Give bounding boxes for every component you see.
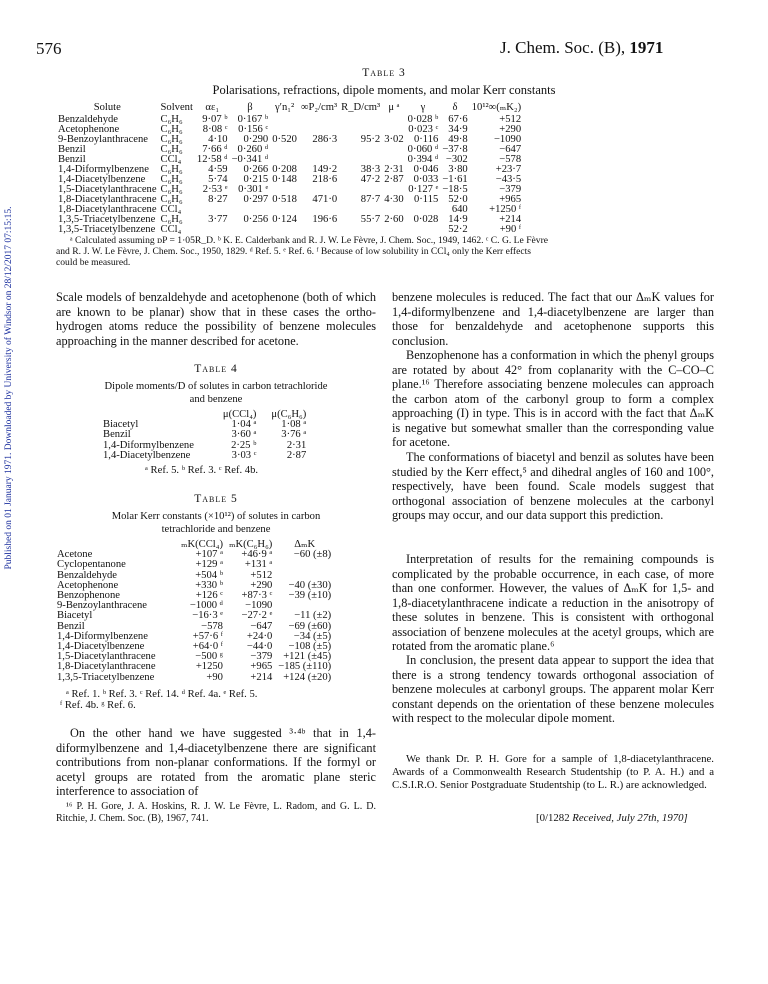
- table3-cell: +965: [499, 194, 522, 205]
- table3-cell: −1090: [493, 134, 522, 145]
- table3-solute-cell: 1,8-Diacetylanthracene: [58, 194, 157, 205]
- table3-cell: −379: [499, 184, 522, 195]
- table5-cell: +965: [250, 661, 273, 673]
- right-paragraph-2: Benzophenone has a conformation in which the phenyl groups are rotated by about 42° from coplanarity with the C–CO–C plane.¹⁶ Therefore associating benzene molecules can approach the carbon atom of the carbonyl group to form a complex approaching (I) in type. This is in accord with the fact that ΔₘK is negative but somewhat smaller than the corresponding value for acetone.: [392, 348, 714, 449]
- table4-solute-cell: 1,4-Diformylbenzene: [103, 439, 194, 451]
- table5-cell: +57·6 ᶠ: [192, 630, 223, 642]
- table3-cell: +214: [499, 214, 522, 225]
- table3-cell: +1250 ᶠ: [489, 204, 522, 215]
- right-paragraph-1: benzene molecules is reduced. The fact that our ΔₘK values for 1,4-diformylbenzene and 1,4-diacetylbenzene are larger than those for benzaldehyde and acetophenone supports this conclusion.: [392, 290, 714, 348]
- table3-cell: 471·0: [312, 194, 338, 205]
- table3-cell: 0·060 ᵈ: [407, 144, 439, 155]
- table5-cell: −185 (±110): [278, 661, 332, 673]
- table5-solute-cell: 9-Benzoylanthracene: [57, 600, 148, 612]
- table4-cell: 2·31: [286, 439, 307, 451]
- table4-solute-cell: Biacetyl: [103, 419, 139, 431]
- table3-caption: Polarisations, refractions, dipole moments, and molar Kerr constants: [212, 83, 556, 97]
- table5-solute-cell: 1,3,5-Triacetylbenzene: [57, 671, 155, 683]
- table5-cell: −44·0: [246, 641, 273, 653]
- table4-caption: [56, 380, 376, 406]
- table5-body: [54, 550, 334, 683]
- table3-cell: [299, 225, 339, 235]
- table3-cell: [299, 115, 339, 125]
- table3-col-header: 10¹²∞(ₘK₂): [471, 102, 522, 113]
- table5-cell: +214: [250, 671, 273, 683]
- table3-cell: C₆H₆: [160, 164, 183, 175]
- table3-cell: 2·60: [384, 214, 404, 225]
- table3-cell: 0·115: [413, 194, 439, 205]
- table3-solute-cell: 1,4-Diformylbenzene: [58, 164, 149, 175]
- table3-cell: 5·74: [208, 174, 228, 185]
- table3-cell: 0·301 ᵉ: [238, 184, 269, 195]
- table5-solute-cell: Benzil: [57, 620, 85, 632]
- table3-cell: 4·30: [384, 194, 404, 205]
- table3-cell: −18·5: [442, 184, 468, 195]
- table3-cell: [230, 225, 271, 235]
- table3-cell: +23·7: [495, 164, 522, 175]
- table3-row: [56, 225, 523, 235]
- table3-cell: −0·341 ᵈ: [231, 154, 269, 165]
- download-watermark-text: Published on 01 January 1971. Downloaded by University of Windsor on 28/12/2017 07:15:15.: [4, 206, 14, 570]
- manuscript-id: [0/1282: [536, 812, 570, 824]
- table5-cell: +87·3 ᶜ: [241, 590, 273, 602]
- table5-cell: +131 ᵃ: [244, 559, 273, 571]
- table3-cell: 49·8: [448, 134, 468, 145]
- table5: [54, 540, 334, 683]
- table4-cell: 1·08 ᵃ: [281, 419, 307, 431]
- table3-col-header: γ′n₁²: [274, 102, 295, 113]
- received-date: Received, July 27th, 1970]: [572, 812, 688, 824]
- table3-cell: +90 ᶠ: [499, 224, 522, 235]
- table5-cell: +1250: [195, 661, 223, 673]
- table5-cell: −11 (±2): [294, 610, 332, 622]
- table5-cell: +129 ᵃ: [195, 559, 223, 571]
- table3-cell: [382, 225, 405, 235]
- table4-cell: 3·76 ᵃ: [281, 429, 307, 441]
- table3-cell: 55·7: [360, 214, 381, 225]
- table5-cell: +512: [250, 569, 273, 581]
- table5-caption: [56, 510, 376, 536]
- table5-cell: +24·0: [246, 630, 273, 642]
- table3-cell: 14·9: [448, 214, 468, 225]
- table3-cell: −37·8: [442, 144, 468, 155]
- table5-notes-line: ᶠ Ref. 4b. ᵍ Ref. 6.: [60, 700, 136, 711]
- table3-cell: 0·260 ᵈ: [237, 144, 269, 155]
- table3-cell: 0·256: [243, 214, 269, 225]
- journal-name: J. Chem. Soc. (B),: [500, 38, 626, 57]
- reference-16: ¹⁶ P. H. Gore, J. A. Hoskins, R. J. W. Le Fèvre, L. Radom, and G. L. D. Ritchie, J. Chem. Soc. (B), 1967, 741.: [56, 801, 376, 824]
- table4-cell: 2·25 ᵇ: [231, 439, 257, 451]
- table3-solute-cell: 9-Benzoylanthracene: [58, 134, 149, 145]
- acknowledgement: We thank Dr. P. H. Gore for a sample of 1,8-diacetylanthracene. Awards of a Commonwealth Research Studentship (to P. A. H.) and a C.S.I.R.O. Senior Postgraduate Studentship (to L. R.) are acknowledged.: [392, 753, 714, 791]
- table3-cell: +512: [499, 114, 522, 125]
- table5-cell: +124 (±20): [283, 671, 332, 683]
- table3-cell: −43·5: [495, 174, 522, 185]
- table3-cell: 0·208: [272, 164, 297, 175]
- download-watermark: [2, 140, 16, 640]
- page-number: 576: [36, 39, 62, 58]
- table3-cell: 0·215: [243, 174, 269, 185]
- table3-label: Table 3: [362, 67, 406, 79]
- table3-col-header: γ: [420, 102, 426, 113]
- table4-row: [100, 420, 309, 430]
- table4-caption-line: Dipole moments/D of solutes in carbon tetrachloride: [104, 381, 328, 392]
- table3-cell: 2·31: [384, 164, 404, 175]
- table5-cell: −647: [250, 620, 273, 632]
- table4-cell: 1·04 ᵃ: [231, 419, 257, 431]
- table5-solute-cell: Acetophenone: [57, 579, 119, 591]
- table3-cell: 3·77: [208, 214, 228, 225]
- table4-solute-cell: 1,4-Diacetylbenzene: [103, 449, 191, 461]
- table3-cell: C₆H₆: [160, 114, 183, 125]
- table3-cell: 52·2: [448, 224, 468, 235]
- table5-cell: +290: [250, 579, 273, 591]
- table3-cell: 8·27: [208, 194, 228, 205]
- right-paragraph-4: Interpretation of results for the remaining compounds is complicated by the probable occurrence, in each case, of more than one conformer. However, the values of ΔₘK for 1,5- and 1,8-diacetylanthracene indicate a reduction in the anisotropy of these solutes in benzene. This is consistent with orthogonal association of benzene molecules at the acetyl groups, which are rotated from the aromatic plane.⁶: [392, 552, 714, 653]
- table3-cell: 0·266: [243, 164, 269, 175]
- table3-cell: −302: [445, 154, 468, 165]
- table3-col-header: δ: [452, 102, 458, 113]
- table4-cell: 2·87: [286, 449, 307, 461]
- table3-cell: 3·80: [448, 164, 468, 175]
- table3-cell: 4·59: [208, 164, 228, 175]
- table3-cell: 0·046: [413, 164, 439, 175]
- table5-cell: −34 (±5): [293, 630, 332, 642]
- table3-solute-cell: 1,4-Diacetylbenzene: [58, 174, 146, 185]
- table5-cell: −108 (±5): [288, 641, 332, 653]
- table5-solute-cell: 1,4-Diformylbenzene: [57, 630, 148, 642]
- table3-cell: 0·023 ᶜ: [408, 124, 439, 135]
- table3-footnote-line: and R. J. W. Le Fèvre, J. Chem. Soc., 1950, 1829. ᵈ Ref. 5. ᵉ Ref. 6. ᶠ Because of low solubility in CCl₄ only the Kerr effects: [56, 246, 532, 257]
- table4-caption-line: and benzene: [189, 394, 243, 405]
- table3-cell: −578: [499, 154, 522, 165]
- table3-cell: −1·61: [442, 174, 468, 185]
- table5-solute-cell: Benzaldehyde: [57, 569, 118, 581]
- table3-cell: C₆H₆: [160, 214, 183, 225]
- table3-footnotes: [56, 235, 720, 268]
- table5-solute-cell: Cyclopentanone: [57, 559, 126, 571]
- table5-col-header: ΔₘK: [294, 539, 316, 550]
- table5-cell: −578: [201, 620, 223, 632]
- table5-solute-cell: Biacetyl: [57, 610, 93, 622]
- table4-solute-cell: Benzil: [103, 429, 131, 441]
- table3-cell: 38·3: [360, 164, 381, 175]
- table5-cell: −500 ᵍ: [195, 651, 223, 663]
- table3-cell: 0·290: [243, 134, 269, 145]
- table3-col-header: Solute: [93, 102, 121, 113]
- table3-cell: C₆H₆: [160, 184, 183, 195]
- table3-solute-cell: Acetophenone: [58, 124, 120, 135]
- table3-cell: 47·2: [360, 174, 381, 185]
- table5-cell: +121 (±45): [283, 651, 332, 663]
- table5-cell: −1000 ᵈ: [189, 600, 223, 612]
- table5-cell: −1090: [245, 600, 273, 612]
- table5-label: Table 5: [194, 493, 238, 505]
- journal-header: [500, 38, 663, 58]
- received-note: [536, 812, 688, 825]
- table3-cell: 2·53 ᵉ: [202, 184, 228, 195]
- table3-cell: 149·2: [312, 164, 338, 175]
- table5-caption-line: tetrachloride and benzene: [161, 524, 271, 535]
- table3-cell: CCl₄: [160, 224, 182, 235]
- table3-footnote-line: could be measured.: [56, 257, 131, 268]
- table3-solute-cell: 1,3,5-Triacetylbenzene: [58, 224, 156, 235]
- table3-cell: C₆H₆: [160, 144, 183, 155]
- table4-label: Table 4: [194, 363, 238, 375]
- table5-notes: [60, 689, 372, 711]
- table5-cell: −39 (±10): [288, 590, 332, 602]
- table3-cell: [339, 145, 382, 155]
- table3-col-header: R_D/cm³: [341, 102, 381, 113]
- table3-cell: C₆H₆: [160, 134, 183, 145]
- table5-caption-line: Molar Kerr constants (×10¹²) of solutes in carbon: [111, 511, 321, 522]
- table5-cell: −60 (±8): [293, 549, 332, 561]
- table5-solute-cell: Benzophenone: [57, 590, 120, 602]
- table3-cell: [270, 115, 299, 125]
- table5-cell: +64·0 ᶠ: [192, 641, 223, 653]
- table3-cell: 286·3: [312, 134, 338, 145]
- table4-cell: 3·03 ᶜ: [231, 449, 257, 461]
- table3-cell: 7·66 ᵈ: [202, 144, 228, 155]
- table3-cell: 0·520: [272, 134, 297, 145]
- table4-row: [100, 451, 309, 461]
- right-paragraph-5: In conclusion, the present data appear to support the idea that there is a strong tendency towards orthogonal association of benzene molecules at carbonyl groups. The apparent molar Kerr constant depends on the orientation of these benzene molecules with respect to the molecular dipole moment.: [392, 653, 714, 725]
- table3-cell: [382, 115, 405, 125]
- table3-cell: 0·394 ᵈ: [407, 154, 439, 165]
- table3-solute-cell: Benzil: [58, 154, 86, 165]
- table3-col-header: μ ᵃ: [388, 102, 400, 113]
- table5-cell: −27·2 ᵉ: [241, 610, 273, 622]
- table3-cell: CCl₄: [160, 154, 182, 165]
- table3-cell: [270, 225, 299, 235]
- table3-solute-cell: 1,5-Diacetylanthracene: [58, 184, 157, 195]
- table5-cell: −40 (±30): [288, 579, 332, 591]
- table3-cell: 12·58 ᵈ: [196, 154, 228, 165]
- table3-solute-cell: Benzil: [58, 144, 86, 155]
- table5-cell: +107 ᵃ: [195, 549, 223, 561]
- table3-footnote-line: ᵃ Calculated assuming ᴅP = 1·05R_D. ᵇ K. E. Calderbank and R. J. W. Le Fèvre, J. Chem. Soc., 1949, 1462. ᶜ C. G. Le Fèvre: [70, 235, 549, 246]
- table3-cell: 0·124: [272, 214, 297, 225]
- table5-col-header: ₘK(CCl₄): [181, 539, 223, 550]
- table3-cell: 0·297: [243, 194, 269, 205]
- table3-cell: 0·116: [413, 134, 439, 145]
- table4-notes: ᵃ Ref. 5. ᵇ Ref. 3. ᶜ Ref. 4b.: [145, 465, 259, 476]
- table5-solute-cell: 1,8-Diacetylanthracene: [57, 661, 156, 673]
- table3-col-header: αε₁: [205, 102, 220, 113]
- table3-cell: CCl₄: [160, 204, 182, 215]
- table3: [56, 103, 523, 235]
- table3-cell: 95·2: [360, 134, 381, 145]
- table4-col-header: μ(CCl₄): [222, 409, 257, 420]
- table3-cell: 9·07 ᵇ: [202, 114, 228, 125]
- table5-cell: +90: [206, 671, 223, 683]
- table3-cell: 218·6: [312, 174, 338, 185]
- journal-year: 1971: [629, 38, 664, 57]
- table3-col-header: ∞P₂/cm³: [300, 102, 338, 113]
- table5-row: [54, 673, 334, 683]
- table3-cell: 34·9: [448, 124, 468, 135]
- table5-solute-cell: Acetone: [57, 549, 93, 561]
- table3-cell: 0·028 ᵇ: [407, 114, 439, 125]
- table4-body: [100, 420, 309, 461]
- table3-cell: C₆H₆: [160, 194, 183, 205]
- table5-header-row: [54, 540, 334, 550]
- table5-cell: +126 ᶜ: [195, 590, 223, 602]
- table3-cell: 2·87: [384, 174, 404, 185]
- table3-cell: −647: [499, 144, 522, 155]
- table3-cell: [270, 145, 299, 155]
- table5-cell: −379: [250, 651, 273, 663]
- table3-cell: 3·02: [384, 134, 404, 145]
- table5-notes-line: ᵃ Ref. 1. ᵇ Ref. 3. ᶜ Ref. 14. ᵈ Ref. 4a. ᵉ Ref. 5.: [66, 689, 258, 700]
- table3-cell: [299, 145, 339, 155]
- table3-cell: 196·6: [312, 214, 338, 225]
- table3-solute-cell: 1,3,5-Triacetylbenzene: [58, 214, 156, 225]
- table3-cell: 0·033: [413, 174, 439, 185]
- table3-col-header: Solvent: [160, 102, 193, 113]
- table4: [100, 410, 309, 461]
- table3-solute-cell: Benzaldehyde: [58, 114, 119, 125]
- left-paragraph-2: On the other hand we have suggested ³·⁴ᵇ that in 1,4-diformylbenzene and 1,4-diacetylbenzene there are significant contributions from non-planar conformations. If the formyl or acetyl groups are rotated from the aromatic plane steric interference to association of: [56, 726, 376, 798]
- table3-cell: 640: [451, 204, 468, 215]
- table3-body: [56, 115, 523, 235]
- table5-cell: +46·9 ᵃ: [241, 549, 273, 561]
- table3-cell: 67·6: [448, 114, 468, 125]
- table3-cell: [382, 145, 405, 155]
- table3-cell: +290: [499, 124, 522, 135]
- table5-solute-cell: 1,4-Diacetylbenzene: [57, 641, 145, 653]
- right-paragraph-3: The conformations of biacetyl and benzil as solutes have been studied by the Kerr effect,⁵ and dihedral angles of 160 and 100°, respectively, have been found. Scale models suggest that orthogonal association of benzene molecules at the carbonyl groups may occur, and our data support this prediction.: [392, 450, 714, 522]
- table3-cell: [339, 115, 382, 125]
- table3-cell: [195, 225, 230, 235]
- table4-cell: 3·60 ᵃ: [231, 429, 257, 441]
- table5-col-header: ₘK(C₆H₆): [228, 539, 273, 550]
- table3-cell: 0·028: [413, 214, 439, 225]
- table4-col-header: μ(C₆H₆): [271, 409, 307, 420]
- table3-cell: C₆H₆: [160, 174, 183, 185]
- table3-cell: 8·08 ᶜ: [202, 124, 228, 135]
- table3-cell: 4·10: [208, 134, 228, 145]
- table3-cell: 0·156 ᶜ: [238, 124, 269, 135]
- table3-cell: 0·127 ᵉ: [408, 184, 439, 195]
- table3-cell: 0·518: [272, 194, 297, 205]
- table3-cell: 0·167 ᵇ: [237, 114, 269, 125]
- table3-solute-cell: 1,8-Diacetylanthracene: [58, 204, 157, 215]
- left-paragraph-1: Scale models of benzaldehyde and acetophenone (both of which are known to be planar) show that in these cases the ortho-hydrogen atoms reduce the possibility of benzene molecules approaching in the manner described for acetone.: [56, 290, 376, 348]
- table3-cell: C₆H₆: [160, 124, 183, 135]
- table3-cell: 87·7: [360, 194, 381, 205]
- table5-solute-cell: 1,5-Diacetylanthracene: [57, 651, 156, 663]
- table5-cell: −16·3 ᵉ: [192, 610, 223, 622]
- table3-cell: [339, 225, 382, 235]
- table5-cell: −69 (±60): [288, 620, 332, 632]
- table3-cell: 52·0: [448, 194, 468, 205]
- table3-col-header: β: [247, 102, 253, 113]
- table5-cell: [275, 560, 334, 570]
- table3-cell: [406, 225, 441, 235]
- table3-cell: 0·148: [272, 174, 297, 185]
- table5-cell: +504 ᵇ: [195, 569, 223, 581]
- table5-cell: +330 ᵇ: [195, 579, 223, 591]
